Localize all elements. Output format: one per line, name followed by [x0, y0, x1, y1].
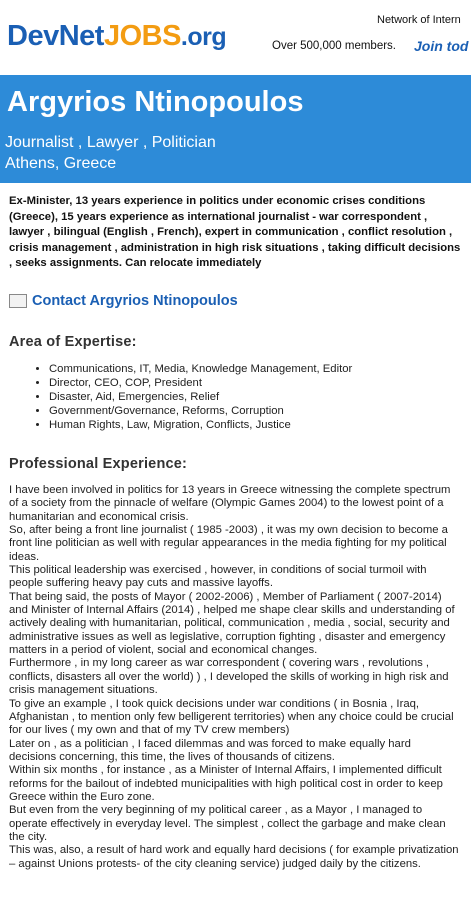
expertise-list	[35, 362, 352, 432]
join-today-link[interactable]: Join tod	[414, 38, 469, 54]
contact-link[interactable]: Contact Argyrios Ntinopoulos	[32, 293, 238, 309]
experience-paragraph: This political leadership was exercised , however, in conditions of social turmoil with people suffering heavy pay cuts and massive layoffs.	[9, 564, 427, 590]
profile-roles: Journalist , Lawyer , Politician	[5, 134, 216, 151]
logo-part-jobs: JOBS	[103, 20, 181, 52]
experience-paragraph: Later on , as a politician , I faced dilemmas and was forced to make equally hard decisions concerning, this time, the lives of thousands of citizens.	[9, 737, 411, 763]
experience-paragraph: Furthermore , in my long career as war correspondent ( covering wars , revolutions , conflicts, disasters all over the world) ) , I developed the skills of working in high risk and crisis management situations.	[9, 657, 449, 697]
profile-name: Argyrios Ntinopoulos	[7, 86, 304, 118]
expertise-item: • Communications, IT, Media, Knowledge Management, Editor	[49, 362, 352, 376]
members-count-text: Over 500,000 members.	[272, 40, 397, 52]
contact-link-row[interactable]	[9, 293, 238, 309]
experience-heading: Professional Experience:	[9, 456, 188, 472]
expertise-item: • Human Rights, Law, Migration, Conflicts, Justice	[49, 418, 352, 432]
expertise-item: • Director, CEO, COP, President	[49, 376, 352, 390]
experience-paragraph: Within six months , for instance , as a Minister of Internal Affairs, I implemented difficult reforms for the bailout of indebted municipalities with high political cost in order to keep Greece within the Euro zone.	[9, 764, 443, 803]
network-tagline: Network of Intern	[377, 14, 461, 26]
profile-summary: Ex-Minister, 13 years experience in politics under economic crises conditions (Greece), 15 years experience as international journalist - war correspondent , lawyer , bilingual (English , French), expert in communication , conflict resolution , crisis management , administration in high risk situations , taking difficult decisions , seeks assignments. Can relocate immediately	[9, 195, 461, 269]
experience-paragraph: This was, also, a result of hard work and equally hard decisions ( for example privatization – against Unions protests- of the city cleaning service) judged daily by the citizens.	[9, 844, 459, 870]
profile-location: Athens, Greece	[5, 155, 117, 172]
expertise-item: • Government/Governance, Reforms, Corruption	[49, 404, 352, 418]
contact-image-icon	[9, 294, 27, 308]
devnetjobs-logo[interactable]	[7, 20, 226, 53]
logo-part-devnet: DevNet	[7, 20, 104, 52]
expertise-heading: Area of Expertise:	[9, 334, 137, 350]
experience-paragraph: So, after being a front line journalist ( 1985 -2003) , it was my own decision to become a front line politician as well with regular appearances in the media fighting for my political ideas.	[9, 524, 448, 563]
experience-paragraph: To give an example , I took quick decisions under war conditions ( in Bosnia , Iraq, Afghanistan , to mention only few belligerent territories) when any choice could be crucial for our lives ( my own and that of my TV crew members)	[9, 697, 454, 737]
experience-body	[9, 484, 461, 871]
experience-paragraph: I have been involved in politics for 13 years in Greece witnessing the complete spectrum of a society from the pinnacle of welfare (Olympic Games 2004) to the lowest point of a humanitarian and economical crisis.	[9, 484, 451, 523]
experience-paragraph: That being said, the posts of Mayor ( 2002-2006) , Member of Parliament ( 2007-2014) and Minister of Internal Affairs (2014) , helped me shape clear skills and understanding of actively dealing with humanitarian, political, communication , media , social, security and administrative issues as well as legislative, corruption fighting , disaster and emergency matters in a period of violent, social and economical changes.	[9, 590, 455, 657]
experience-paragraph: But even from the very beginning of my political career , as a Mayor , I managed to operate effectively in everyday level. The simplest , collect the garbage and make clean the city.	[9, 804, 446, 843]
expertise-item: • Disaster, Aid, Emergencies, Relief	[49, 390, 352, 404]
site-header	[0, 0, 471, 75]
logo-part-org: .org	[180, 23, 227, 51]
profile-banner	[0, 75, 471, 183]
